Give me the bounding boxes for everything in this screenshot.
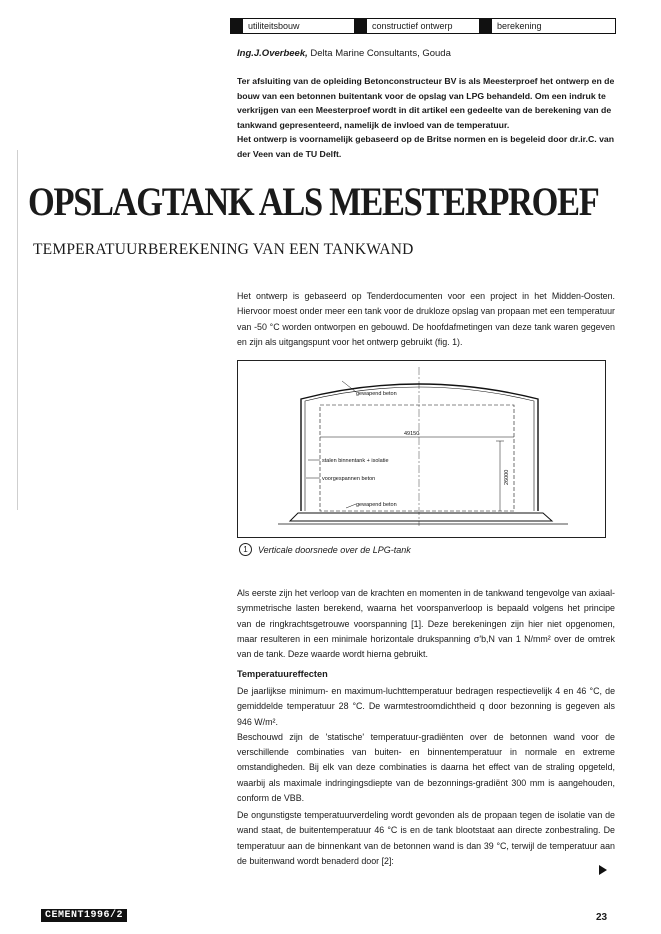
tab-utiliteitsbouw [231,19,355,33]
author-name: Ing.J.Overbeek, [237,48,308,59]
intro-paragraph: Het ontwerp is voornamelijk gebaseerd op de Britse normen en is begeleid door dr.ir.C. van der Veen van de TU Delft. [237,134,615,159]
body-paragraph-group [237,684,615,806]
body-paragraph: De jaarlijkse minimum- en maximum-luchttemperatuur bedragen respectievelijk 4 en 46 °C, de gemiddelde temperatuur 28 °C. De warmtestroomdichtheid q door bezonning is gegeven als 946 W/m². [237,686,615,727]
tab-label: utiliteitsbouw [248,21,300,31]
tab-label: berekening [497,21,542,31]
tab-marker [231,19,243,33]
tab-constructief-ontwerp [355,19,480,33]
intro-paragraph: Ter afsluiting van de opleiding Betonconstructeur BV is als Meesterproef het ontwerp en de bouw van een betonnen buitentank voor de opslag van LPG behandeld. Om een indruk te verkrijgen van een Meesterproef wordt in dit artikel een gedeelte van de berekening van de tankwand gepresenteerd, namelijk de invloed van de temperatuur. [237,76,615,130]
page-number: 23 [596,912,608,923]
continue-arrow-icon [599,865,607,875]
margin-rule [17,150,18,510]
tank-section-figure [237,360,606,538]
height-label: 26000 [504,469,510,485]
roof-label: gewapend beton [356,391,397,397]
intro-block [237,74,617,161]
section-tabs [230,18,616,34]
inner-tank-label: stalen binnentank + isolatie [322,458,389,464]
body-paragraph: Het ontwerp is gebaseerd op Tenderdocumenten voor een project in het Midden-Oosten. Hiervoor moest onder meer een tank voor de drukloze opslag van propaan met een temperatuur van -50 °C worden ontworpen en gebouwd. De hoofdafmetingen van deze tank waren gegeven en zijn als uitgangspunt voor het ontwerp gebruikt (fig. 1). [237,291,615,347]
body-paragraph: Beschouwd zijn de 'statische' temperatuur-gradiënten over de betonnen wand voor de verschillende combinaties van buiten- en binnentemperatuur in normale en extreme omstandigheden. Bij elk van deze combinaties is daarna het effect van de straling opgeteld, waarbij als maximale indringingsdiepte van de bezonnings-gradiënt 300 mm is aangehouden, conform de VBB. [237,731,615,804]
tank-drawing [238,361,605,537]
prestress-label: voorgespannen beton [322,476,376,482]
journal-label: CEMENT1996/2 [41,909,127,922]
caption-number: 1 [239,543,252,556]
body-paragraph: Als eerste zijn het verloop van de krachten en momenten in de tankwand tengevolge van axiaal-symmetrische lasten berekend, waarna het voorspanverloop is bepaald volgens het principe van de ringkrachtsgetrouwe voorspanning [1]. Deze berekeningen zijn hier niet opgenomen, maar resulteren in een minimale horizontale drukspanning σ'b,N van 1 N/mm² over de omtrek van de tank. Deze waarde wordt hierna gebruikt. [237,588,615,660]
diameter-label: 49150 [404,431,420,437]
author-affiliation: Delta Marine Consultants, Gouda [310,48,451,59]
body-paragraph: De ongunstigste temperatuurverdeling wordt gevonden als de propaan tegen de isolatie van de wand staat, de buitentemperatuur 46 °C is en de tank blootstaat aan directe zonbestraling. De temperatuur aan de binnenkant van de betonnen wand is dan 39 °C, terwijl de temperatuur aan de buitenwand wordt benaderd door [2]: [237,810,615,866]
author-line [237,48,451,59]
caption-text: Verticale doorsnede over de LPG-tank [258,544,411,555]
tab-label: constructief ontwerp [372,21,453,31]
section-heading: Temperatuureffecten [237,669,328,679]
tab-berekening [480,19,615,33]
tab-marker [355,19,367,33]
tab-marker [480,19,492,33]
figure-caption [239,543,411,556]
page-title: OPSLAGTANK ALS MEESTERPROEF [28,179,599,224]
page-subtitle: TEMPERATUURBEREKENING VAN EEN TANKWAND [33,241,414,258]
floor-label: gewapend beton [356,502,397,508]
